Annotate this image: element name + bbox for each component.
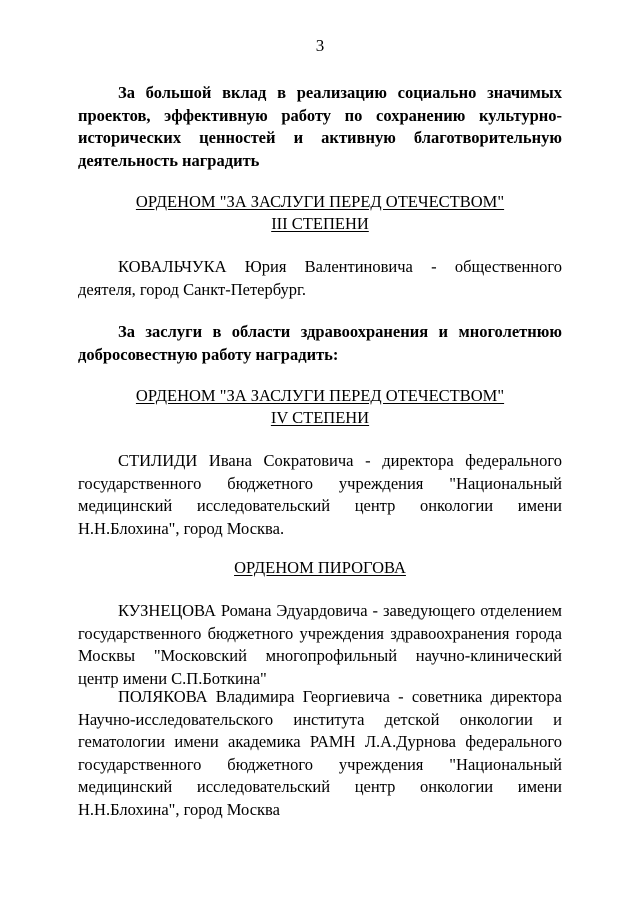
order-heading-merit-3-line2: III СТЕПЕНИ bbox=[271, 214, 369, 233]
order-heading-merit-4-line1: ОРДЕНОМ "ЗА ЗАСЛУГИ ПЕРЕД ОТЕЧЕСТВОМ" bbox=[135, 386, 505, 405]
order-heading-pirogov: ОРДЕНОМ ПИРОГОВА bbox=[234, 558, 406, 577]
award-recipient-kuznetsov: КУЗНЕЦОВА Романа Эдуардовича - заведующего отделением государственного бюджетного учреждения здравоохранения города Москвы "Московский многопрофильный научно-клинический центр имени С.П.Боткина" bbox=[78, 601, 562, 688]
award-intro-paragraph-2: За заслуги в области здравоохранения и многолетнюю добросовестную работу наградить: bbox=[78, 322, 562, 364]
award-recipient-stilidi: СТИЛИДИ Ивана Сократовича - директора федерального государственного бюджетного учреждения "Национальный медицинский исследовательский центр онкологии имени Н.Н.Блохина", город Москва. bbox=[78, 451, 562, 538]
award-intro-paragraph-1: За большой вклад в реализацию социально значимых проектов, эффективную работу по сохранению культурно-исторических ценностей и активную благотворительную деятельность наградить bbox=[78, 83, 562, 170]
order-heading-merit-3-line1: ОРДЕНОМ "ЗА ЗАСЛУГИ ПЕРЕД ОТЕЧЕСТВОМ" bbox=[135, 192, 505, 211]
order-heading-merit-4-line2: IV СТЕПЕНИ bbox=[270, 408, 370, 427]
page-number: 3 bbox=[315, 36, 325, 55]
award-recipient-kovalchuk: КОВАЛЬЧУКА Юрия Валентиновича - общественного деятеля, город Санкт-Петербург. bbox=[78, 257, 562, 299]
award-recipient-polyakov: ПОЛЯКОВА Владимира Георгиевича - советника директора Научно-исследовательского института детской онкологии и гематологии имени академика РАМН Л.А.Дурнова федерального государственного бюджетного учреждения "Национальный медицинский исследовательский центр онкологии имени Н.Н.Блохина", город Москва bbox=[78, 687, 562, 819]
